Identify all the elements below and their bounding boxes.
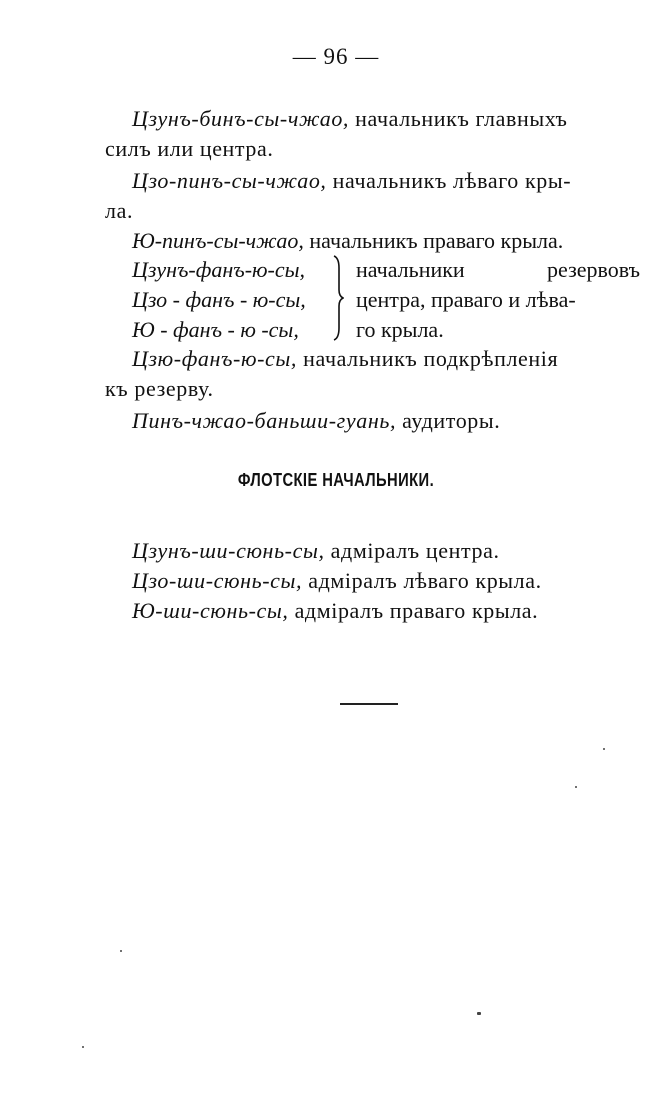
entry-continuation: силъ или центра. bbox=[105, 136, 274, 161]
entry-term: Цзо-пинъ-сы-чжао, bbox=[132, 168, 327, 193]
paper-speck bbox=[120, 950, 122, 952]
group-desc-line: го крыла. bbox=[356, 317, 444, 342]
brace-icon bbox=[332, 254, 344, 342]
group-desc-line: центра, праваго и лѣва- bbox=[356, 287, 576, 312]
entry-line bbox=[132, 406, 640, 436]
group-term: Цзунъ-фанъ-ю-сы, bbox=[132, 257, 306, 282]
page-number: — 96 — bbox=[292, 44, 380, 69]
entry-continuation: ла. bbox=[105, 198, 134, 223]
group-desc-line: начальники резервовъ bbox=[356, 257, 640, 282]
entry-term: Цзунъ-бинъ-сы-чжао, bbox=[132, 106, 350, 131]
paper-speck bbox=[575, 786, 577, 788]
entry-continuation: къ резерву. bbox=[105, 376, 214, 401]
group-term: Цзо - фанъ - ю-сы, bbox=[132, 287, 306, 312]
fleet-entry-line bbox=[132, 596, 640, 626]
entry-desc: начальникъ праваго крыла. bbox=[303, 228, 564, 253]
entry-line bbox=[132, 166, 640, 196]
fleet-entry-line bbox=[132, 566, 640, 596]
entry-term: Ю-пинъ-сы-чжао, bbox=[132, 228, 304, 253]
entry-desc: адміралъ центра. bbox=[324, 538, 500, 563]
entry-term: Цзю-фанъ-ю-сы, bbox=[132, 346, 297, 371]
entry-desc: аудиторы. bbox=[396, 408, 501, 433]
paper-speck bbox=[477, 1012, 481, 1015]
section-heading: ФЛОТСКІЕ НАЧАЛЬНИКИ. bbox=[237, 470, 435, 490]
entry-line bbox=[132, 104, 640, 134]
entry-term: Ю-ши-сюнь-сы, bbox=[132, 598, 289, 623]
paper-speck bbox=[603, 748, 605, 750]
entry-desc: адміралъ праваго крыла. bbox=[288, 598, 539, 623]
entry-term: Пинъ-чжао-баньши-гуань, bbox=[132, 408, 397, 433]
end-rule bbox=[340, 703, 398, 705]
entry-desc: начальникъ главныхъ bbox=[349, 106, 568, 131]
entry-desc: начальникъ подкрѣпленія bbox=[297, 346, 559, 371]
entry-term: Цзо-ши-сюнь-сы, bbox=[132, 568, 303, 593]
reserve-commanders-group bbox=[132, 250, 640, 346]
entry-line bbox=[132, 344, 640, 374]
fleet-entry-line bbox=[132, 536, 640, 566]
entry-desc: адміралъ лѣваго крыла. bbox=[302, 568, 542, 593]
entry-term: Цзунъ-ши-сюнь-сы, bbox=[132, 538, 325, 563]
entry-desc: начальникъ лѣваго кры- bbox=[326, 168, 572, 193]
group-term: Ю - фанъ - ю -сы, bbox=[132, 317, 299, 342]
paper-speck bbox=[82, 1046, 84, 1048]
